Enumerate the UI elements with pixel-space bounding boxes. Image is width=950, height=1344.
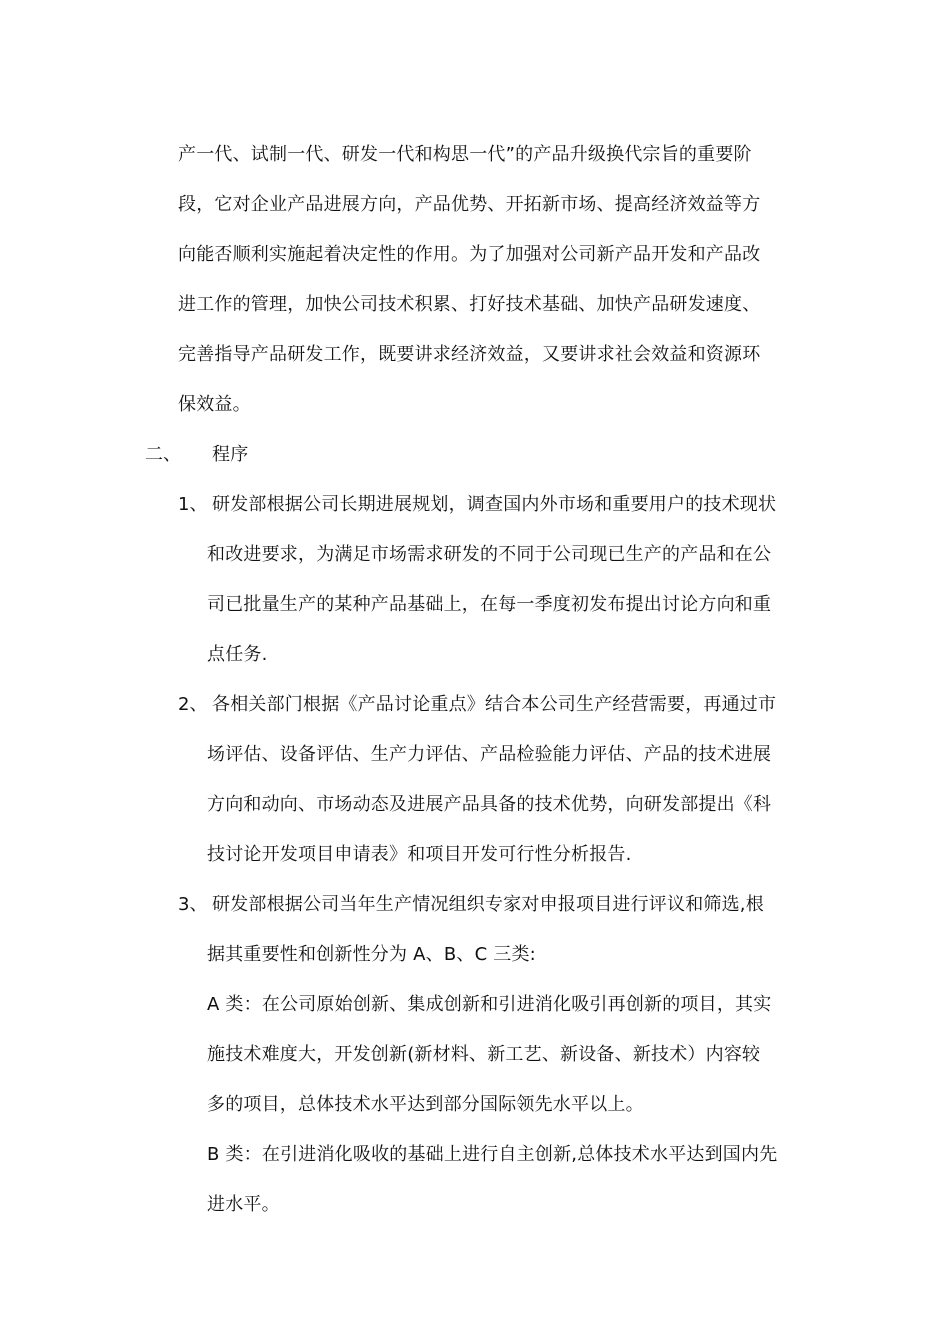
- item-line: A 类：在公司原始创新、集成创新和引进消化吸引再创新的项目，其实: [207, 994, 772, 1015]
- section-number: 二、: [145, 444, 181, 465]
- item-number: 3、: [178, 894, 208, 915]
- item-line: 施技术难度大，开发创新(新材料、新工艺、新设备、新技术）内容较: [207, 1044, 761, 1065]
- intro-line: 段，它对企业产品进展方向，产品优势、开拓新市场、提高经济效益等方: [178, 194, 761, 215]
- item-line: 方向和动向、市场动态及进展产品具备的技术优势，向研发部提出《科: [207, 794, 772, 815]
- section-title: 程序: [212, 444, 249, 465]
- item-line: 进水平。: [207, 1194, 280, 1215]
- item-line: 司已批量生产的某种产品基础上，在每一季度初发布提出讨论方向和重: [207, 594, 772, 615]
- item-line: 点任务.: [207, 644, 268, 665]
- intro-line: 产一代、试制一代、研发一代和构思一代”的产品升级换代宗旨的重要阶: [178, 144, 752, 165]
- intro-line: 进工作的管理，加快公司技术积累、打好技术基础、加快产品研发速度、: [178, 294, 761, 315]
- item-line: 各相关部门根据《产品讨论重点》结合本公司生产经营需要，再通过市: [212, 694, 777, 715]
- intro-line: 保效益。: [178, 394, 251, 415]
- intro-line: 向能否顺利实施起着决定性的作用。为了加强对公司新产品开发和产品改: [178, 244, 761, 265]
- intro-line: 完善指导产品研发工作，既要讲求经济效益，又要讲求社会效益和资源环: [178, 344, 761, 365]
- item-number: 1、: [178, 494, 208, 515]
- item-line: 场评估、设备评估、生产力评估、产品检验能力评估、产品的技术进展: [207, 744, 772, 765]
- item-line: 研发部根据公司当年生产情况组织专家对申报项目进行评议和筛选,根: [212, 894, 764, 915]
- item-number: 2、: [178, 694, 208, 715]
- item-line: 和改进要求，为满足市场需求研发的不同于公司现已生产的产品和在公: [207, 544, 772, 565]
- item-line: B 类：在引进消化吸收的基础上进行自主创新,总体技术水平达到国内先: [207, 1144, 778, 1165]
- item-line: 研发部根据公司长期进展规划，调查国内外市场和重要用户的技术现状: [212, 494, 777, 515]
- item-line: 技讨论开发项目申请表》和项目开发可行性分析报告.: [207, 844, 632, 865]
- item-line: 多的项目，总体技术水平达到部分国际领先水平以上。: [207, 1094, 644, 1115]
- item-line: 据其重要性和创新性分为 A、B、C 三类:: [207, 944, 536, 965]
